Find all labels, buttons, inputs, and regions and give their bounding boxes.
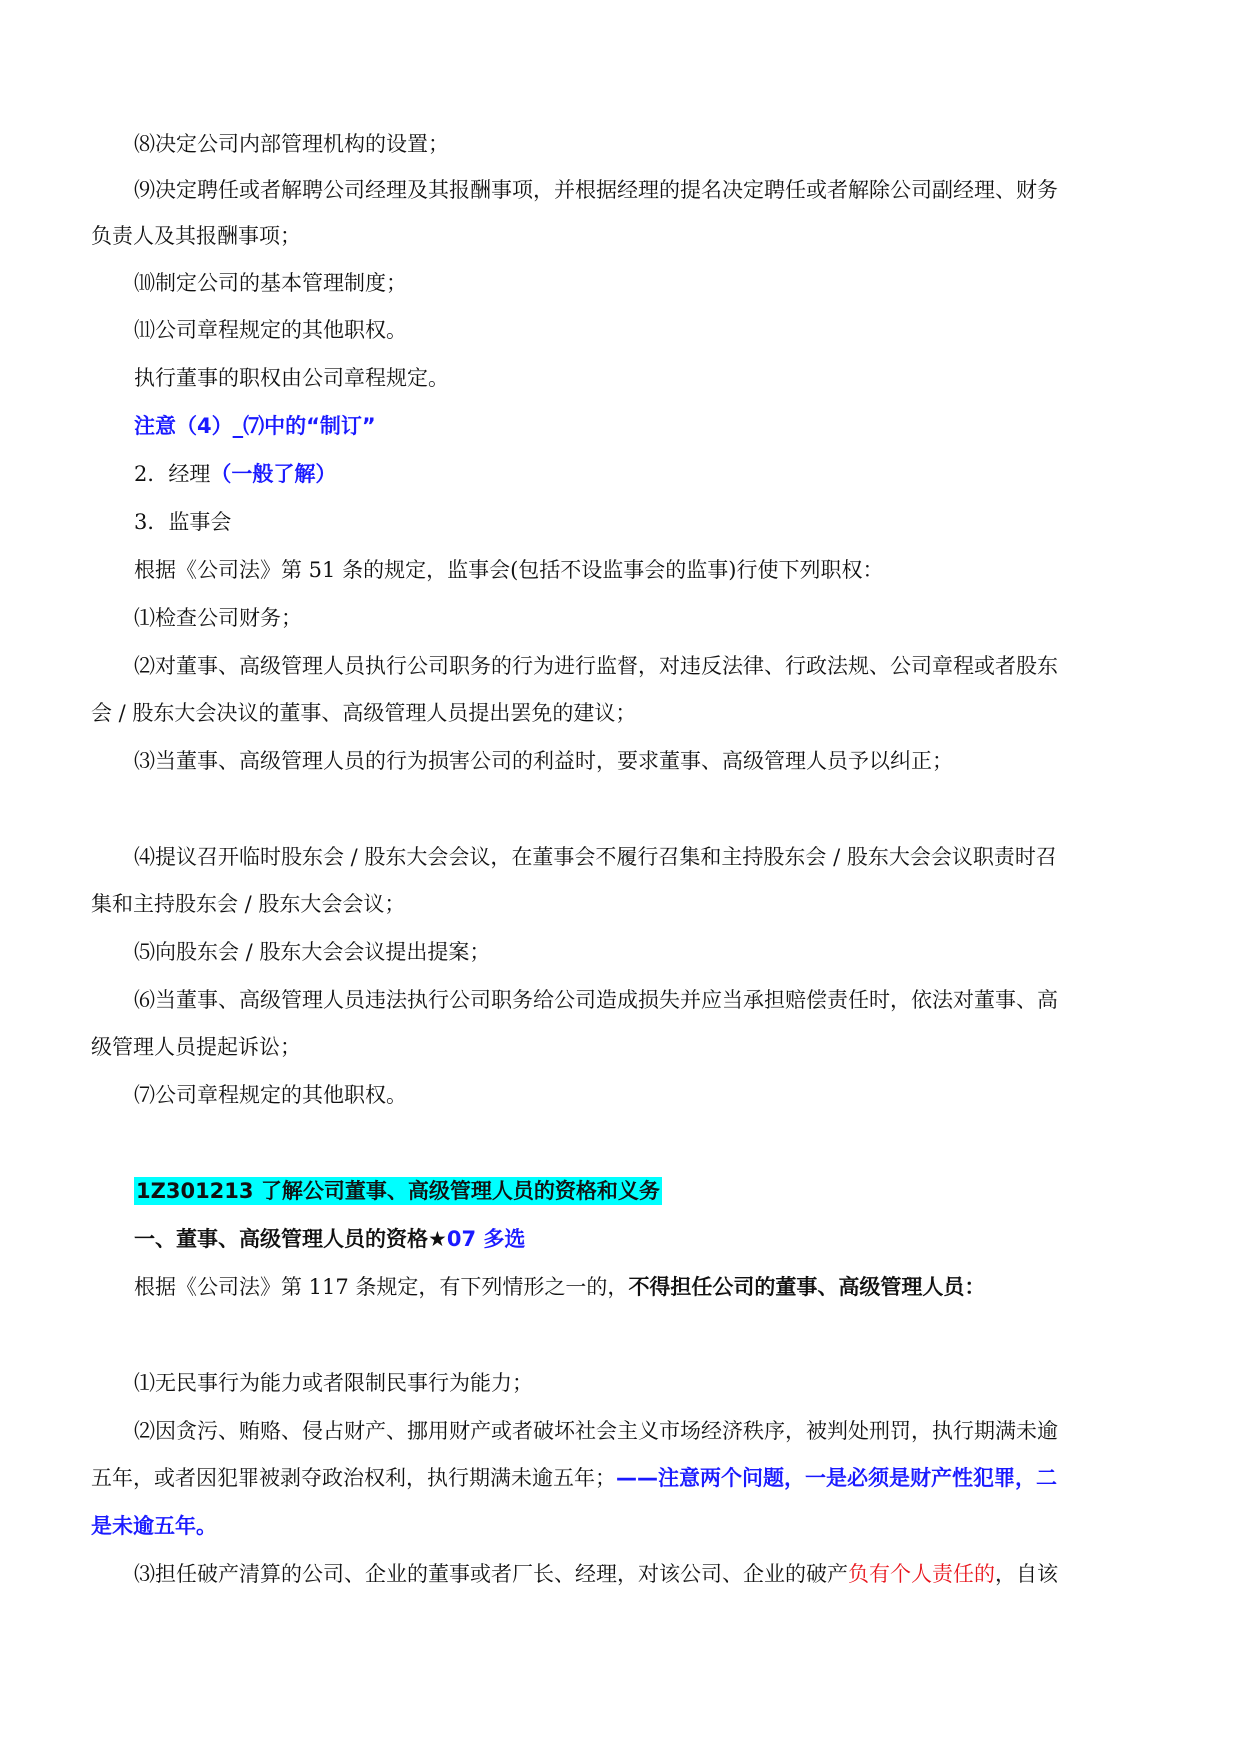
text-line: 五年，或者因犯罪被剥夺政治权利，执行期满未逾五年； (91, 1466, 616, 1490)
paragraph (0, 315, 1241, 345)
paragraph-continuation (0, 1463, 1241, 1493)
text-line: ⑸向股东会 / 股东大会会议提出提案； (134, 940, 491, 964)
paragraph (0, 1368, 1241, 1398)
paragraph (0, 1559, 1241, 1589)
note-continuation (0, 1511, 1241, 1541)
text-line: ⑶当董事、高级管理人员的行为损害公司的利益时，要求董事、高级管理人员予以纠正； (134, 749, 953, 773)
note-heading (0, 411, 1241, 441)
bold-text: 不得担任公司的董事、高级管理人员： (628, 1275, 986, 1299)
paragraph-continuation (0, 698, 1241, 728)
note-text: （一般了解） (210, 462, 337, 486)
text-line: 会 / 股东大会决议的董事、高级管理人员提出罢免的建议； (91, 701, 637, 725)
paragraph (0, 1416, 1241, 1446)
text-line: 执行董事的职权由公司章程规定。 (134, 366, 449, 390)
text-line: ⑷提议召开临时股东会 / 股东大会会议，在董事会不履行召集和主持股东会 / 股东大会会议职责时召 (134, 845, 1057, 869)
text-line: 集和主持股东会 / 股东大会会议； (91, 892, 406, 916)
text-line: 注意（4）_⑺中的“制订” (134, 414, 376, 438)
text-line: ⑹当董事、高级管理人员违法执行公司职务给公司造成损失并应当承担赔偿责任时，依法对董事、高 (134, 988, 1058, 1012)
paragraph (0, 985, 1241, 1015)
paragraph-continuation (0, 1032, 1241, 1062)
text-line: 根据《公司法》第 51 条的规定，监事会(包括不设监事会的监事)行使下列职权： (134, 558, 884, 582)
text-line: ⑴检查公司财务； (134, 606, 302, 630)
subsection-heading (0, 1224, 1241, 1254)
section-heading (0, 507, 1241, 537)
text-line: ⑵因贪污、贿赂、侵占财产、挪用财产或者破坏社会主义市场经济秩序，被判处刑罚，执行期满未逾 (134, 1419, 1058, 1443)
paragraph-continuation (0, 889, 1241, 919)
text-line: ⑶担任破产清算的公司、企业的董事或者厂长、经理，对该公司、企业的破产 (134, 1562, 848, 1586)
text-line: ⑼决定聘任或者解聘公司经理及其报酬事项，并根据经理的提名决定聘任或者解除公司副经理、财务 (134, 178, 1058, 202)
highlighted-heading: 1Z301213 了解公司董事、高级管理人员的资格和义务 (136, 1179, 660, 1203)
text-line: 级管理人员提起诉讼； (91, 1035, 301, 1059)
text-line: ⑽制定公司的基本管理制度； (134, 271, 407, 295)
text-line: ⑾公司章程规定的其他职权。 (134, 318, 407, 342)
exam-tag: 07 多选 (446, 1227, 526, 1251)
paragraph (0, 268, 1241, 298)
text-line: 一、董事、高级管理人员的资格★ (134, 1227, 447, 1251)
text-line: ⑻决定公司内部管理机构的设置； (134, 132, 449, 156)
paragraph (0, 129, 1241, 159)
text-line: 3．监事会 (134, 510, 232, 534)
paragraph (0, 363, 1241, 393)
paragraph (0, 746, 1241, 776)
red-emphasis: 负有个人责任的 (848, 1562, 995, 1586)
paragraph (0, 842, 1241, 872)
note-text: ——注意两个问题，一是必须是财产性犯罪，二 (616, 1466, 1057, 1490)
paragraph (0, 175, 1241, 205)
text-line: ⑺公司章程规定的其他职权。 (134, 1083, 407, 1107)
text-line: ⑴无民事行为能力或者限制民事行为能力； (134, 1371, 533, 1395)
section-code-heading (0, 1176, 1241, 1206)
text-line: ，自该 (995, 1562, 1058, 1586)
text-line: 根据《公司法》第 117 条规定，有下列情形之一的， (134, 1275, 629, 1299)
section-heading (0, 459, 1241, 489)
text-line: ⑵对董事、高级管理人员执行公司职务的行为进行监督，对违反法律、行政法规、公司章程或者股东 (134, 654, 1058, 678)
text-line: 是未逾五年。 (91, 1514, 217, 1538)
paragraph-continuation (0, 221, 1241, 251)
paragraph (0, 555, 1241, 585)
text-line: 2．经理 (134, 462, 211, 486)
paragraph (0, 651, 1241, 681)
paragraph (0, 603, 1241, 633)
paragraph (0, 1272, 1241, 1302)
paragraph (0, 1080, 1241, 1110)
text-line: 负责人及其报酬事项； (91, 224, 301, 248)
paragraph (0, 937, 1241, 967)
